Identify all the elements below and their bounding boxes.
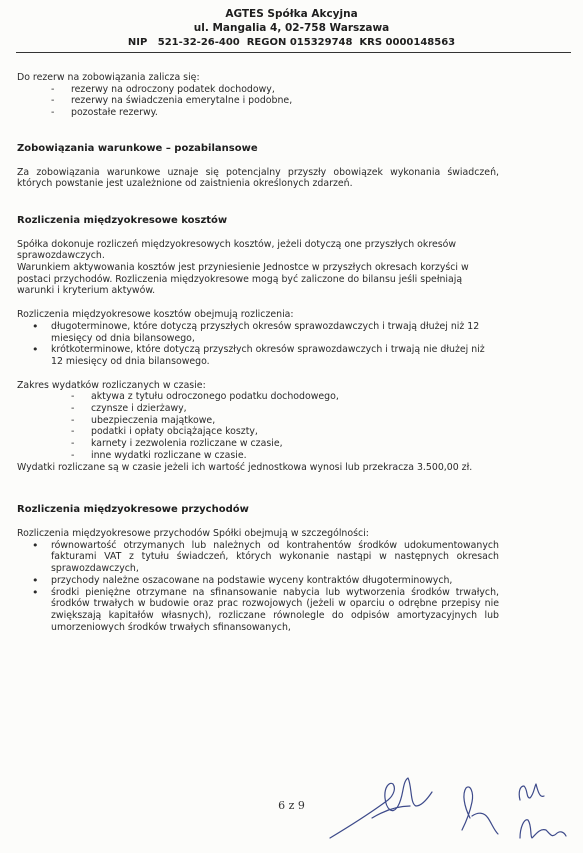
list-item: - rezerwy na świadczenia emerytalne i podobne, (71, 95, 499, 107)
company-ids: NIP 521-32-26-400 REGON 015329748 KRS 0000148563 (127, 37, 456, 48)
koszty-p3: Rozliczenia międzyokresowe kosztów obejmują rozliczenia: (17, 309, 294, 321)
list-item: - ubezpieczenia majątkowe, (91, 415, 499, 427)
koszty-p2: Warunkiem aktywowania kosztów jest przyniesienie Jednostce w przyszłych okresach korzyści w postaci przychodów. Rozliczenia międzyokresowe mogą być zaliczone do bilansu jeśli spełniają warunki i kryterium aktywów. (17, 262, 469, 297)
section-title-przychody: Rozliczenia międzyokresowe przychodów (17, 504, 249, 516)
list-item: - czynsze i dzierżawy, (91, 403, 499, 415)
page-number: 6 z 9 (278, 799, 305, 812)
signature-1 (330, 778, 432, 838)
list-item: - karnety i zezwolenia rozliczane w czasie, (91, 438, 499, 450)
list-item: - aktywa z tytułu odroczonego podatku dochodowego, (91, 391, 499, 403)
warunkowe-text: Za zobowiązania warunkowe uznaje się potencjalny przyszły obowiązek wykonania świadczeń, których powstanie jest uzależnione od zaistnienia określonych zdarzeń. (17, 166, 499, 190)
list-item: - rezerwy na odroczony podatek dochodowy, (71, 84, 499, 96)
list-item: - inne wydatki rozliczane w czasie. (91, 450, 499, 462)
przychody-intro: Rozliczenia międzyokresowe przychodów Spółki obejmują w szczególności: (17, 527, 369, 539)
section-title-koszty: Rozliczenia międzyokresowe kosztów (17, 214, 228, 226)
list-item: - podatki i opłaty obciążające koszty, (91, 426, 499, 438)
company-name: AGTES Spółka Akcyjna (225, 8, 358, 20)
list-item: • długoterminowe, które dotyczą przyszłych okresów sprawozdawczych i trwają dłużej niż 12 miesięcy od dnia bilansowego, (51, 321, 499, 344)
company-address: ul. Mangalia 4, 02-758 Warszawa (193, 22, 390, 34)
koszty-p1: Spółka dokonuje rozliczeń międzyokresowych kosztów, jeżeli dotyczą one przyszłych okresów sprawozdawczych. (17, 238, 457, 262)
signature-4 (520, 820, 566, 838)
koszty-p4: Wydatki rozliczane są w czasie jeżeli ich wartość jednostkowa wynosi lub przekracza 3.500,00 zł. (17, 461, 473, 473)
list-item: • przychody należne oszacowane na podstawie wyceny kontraktów długoterminowych, (51, 575, 499, 587)
signature-2 (462, 787, 498, 834)
list-item: - pozostałe rezerwy. (71, 107, 499, 119)
rezerwy-intro: Do rezerw na zobowiązania zalicza się: (17, 72, 200, 83)
list-item: • równowartość otrzymanych lub należnych od kontrahentów środków udokumentowanych fakturami VAT z tytułu świadczeń, których wykonanie nastąpi w następnych okresach sprawozdawczych, (51, 540, 499, 575)
signature-3 (519, 784, 544, 800)
list-item: • krótkoterminowe, które dotyczą przyszłych okresów sprawozdawczych i trwają nie dłużej niż 12 miesięcy od dnia bilansowego. (51, 344, 499, 367)
list-item: • środki pieniężne otrzymane na sfinansowanie nabycia lub wytworzenia środków trwałych, środków trwałych w budowie oraz prac rozwojowych (jeżeli w oparciu o odrębne przepisy nie zwiększają kapitałów własnych), rozliczane równolegle do odpisów amortyzacyjnych lub umorzeniowych środków trwałych sfinansowanych, (51, 587, 499, 634)
zakres-intro: Zakres wydatków rozliczanych w czasie: (17, 379, 206, 391)
section-title-warunkowe: Zobowiązania warunkowe – pozabilansowe (17, 142, 258, 154)
